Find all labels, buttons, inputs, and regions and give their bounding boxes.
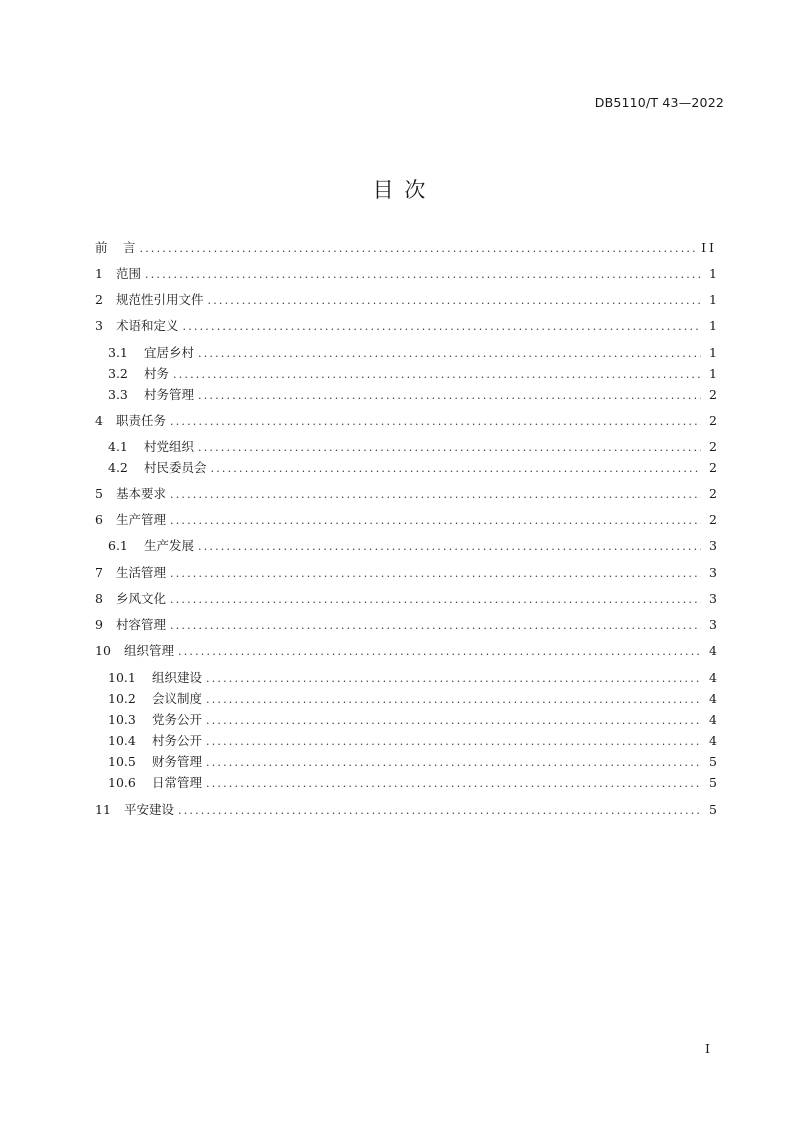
toc-leader-dots (206, 735, 701, 749)
toc-leader-dots (198, 347, 701, 361)
toc-entry-page: 4 (709, 733, 717, 748)
toc-entry-number: 10.6 (108, 775, 136, 790)
toc-entry-number: 10.4 (108, 733, 136, 748)
toc-entry-page: 2 (709, 413, 717, 428)
toc-entry-number: 3 (95, 318, 103, 333)
toc-leader-dots (170, 619, 701, 633)
toc-leader-dots (145, 268, 701, 282)
toc-entry-number: 3.2 (108, 366, 128, 381)
toc-entry[interactable] (95, 618, 717, 633)
doc-code: DB5110/T 43—2022 (594, 95, 724, 110)
toc-entry-label: 村容管理 (116, 617, 167, 632)
toc-entry-number: 4.2 (108, 460, 128, 475)
toc-entry[interactable] (108, 713, 717, 728)
page-title: 目 次 (372, 178, 428, 202)
toc-entry-page: 2 (709, 460, 717, 475)
toc-entry-page: 2 (709, 512, 717, 527)
toc-entry-label: 组织管理 (124, 643, 175, 658)
toc-entry-number: 3.1 (108, 345, 128, 360)
toc-leader-dots (178, 804, 701, 818)
toc-entry-number: 6.1 (108, 538, 128, 553)
toc-entry[interactable] (95, 513, 717, 528)
toc-entry-label: 会议制度 (152, 691, 203, 706)
toc-entry-page: 2 (709, 486, 717, 501)
toc-entry-label: 组织建设 (152, 670, 203, 685)
toc-entry-number: 10.5 (108, 754, 136, 769)
toc-entry-page: 1 (709, 345, 717, 360)
toc-entry-label: 村党组织 (144, 439, 195, 454)
toc-entry[interactable] (95, 267, 717, 282)
toc-entry-label: 平安建设 (124, 802, 175, 817)
toc-entry-page: 3 (709, 591, 717, 606)
toc-entry-page: II (701, 240, 717, 255)
toc-entry-page: 4 (709, 643, 717, 658)
toc-entry-number: 6 (95, 512, 103, 527)
toc-entry-page: 3 (709, 617, 717, 632)
toc-entry[interactable] (95, 414, 717, 429)
toc-leader-dots (173, 368, 701, 382)
toc-entry-label: 范围 (116, 266, 142, 281)
toc-entry[interactable] (95, 319, 717, 334)
toc-entry-number: 8 (95, 591, 103, 606)
toc-entry-number: 1 (95, 266, 103, 281)
toc-entry-number: 10.3 (108, 712, 136, 727)
toc-entry-label: 乡风文化 (116, 591, 167, 606)
toc-leader-dots (140, 242, 698, 256)
toc-entry-label: 职责任务 (116, 413, 167, 428)
toc-leader-dots (198, 540, 701, 554)
toc-leader-dots (178, 645, 701, 659)
toc-entry-page: 1 (709, 366, 717, 381)
toc-entry-label: 村务公开 (152, 733, 203, 748)
toc-entry-label: 党务公开 (152, 712, 203, 727)
toc-entry-page: 5 (709, 775, 717, 790)
toc-entry-page: 5 (709, 802, 717, 817)
toc-entry-number: 9 (95, 617, 103, 632)
toc-entry-label: 村民委员会 (144, 460, 207, 475)
toc-entry[interactable] (95, 566, 717, 581)
toc-entry-number: 前 (95, 240, 108, 255)
toc-entry[interactable] (95, 592, 717, 607)
toc-leader-dots (208, 294, 701, 308)
toc-entry[interactable] (95, 293, 717, 308)
toc-leader-dots (170, 567, 701, 581)
toc-entry[interactable] (108, 461, 717, 476)
toc-entry-page: 3 (709, 538, 717, 553)
toc-entry-number: 11 (95, 802, 111, 817)
toc-entry[interactable] (108, 388, 717, 403)
toc-entry-page: 1 (709, 318, 717, 333)
toc-entry-label: 生产发展 (144, 538, 195, 553)
toc-entry[interactable] (108, 776, 717, 791)
toc-entry[interactable] (108, 539, 717, 554)
toc-entry-page: 5 (709, 754, 717, 769)
toc-entry-label: 日常管理 (152, 775, 203, 790)
toc-entry-number: 4.1 (108, 439, 128, 454)
toc-entry-label: 术语和定义 (116, 318, 179, 333)
toc-entry[interactable] (108, 755, 717, 770)
toc-entry-label: 财务管理 (152, 754, 203, 769)
toc-entry[interactable] (108, 692, 717, 707)
toc-entry-number: 2 (95, 292, 103, 307)
toc-leader-dots (211, 462, 701, 476)
toc-leader-dots (206, 714, 701, 728)
toc-entry[interactable] (108, 440, 717, 455)
toc-leader-dots (206, 756, 701, 770)
toc-entry-page: 1 (709, 266, 717, 281)
toc-entry[interactable] (108, 734, 717, 749)
toc-entry-label: 规范性引用文件 (116, 292, 204, 307)
toc-entry-label: 宜居乡村 (144, 345, 195, 360)
toc-entry-number: 10.2 (108, 691, 136, 706)
toc-leader-dots (183, 320, 701, 334)
toc-entry-number: 10.1 (108, 670, 136, 685)
toc-entry-page: 4 (709, 691, 717, 706)
toc-entry-label: 村务 (144, 366, 170, 381)
toc-entry[interactable] (95, 241, 717, 256)
toc-entry-page: 2 (709, 439, 717, 454)
toc-leader-dots (170, 593, 701, 607)
toc-entry[interactable] (95, 644, 717, 659)
toc-entry-label: 生产管理 (116, 512, 167, 527)
toc-entry-page: 1 (709, 292, 717, 307)
toc-leader-dots (198, 389, 701, 403)
toc-entry-label: 基本要求 (116, 486, 167, 501)
toc-leader-dots (170, 488, 701, 502)
toc-entry-page: 3 (709, 565, 717, 580)
toc-entry-number: 4 (95, 413, 103, 428)
page-number: I (705, 1041, 710, 1056)
toc-entry-number: 7 (95, 565, 103, 580)
toc-entry[interactable] (95, 803, 717, 818)
toc-entry-label: 村务管理 (144, 387, 195, 402)
toc-leader-dots (206, 777, 701, 791)
toc-entry[interactable] (95, 487, 717, 502)
toc-leader-dots (206, 672, 701, 686)
toc-leader-dots (170, 514, 701, 528)
toc-entry-label: 言 (123, 240, 136, 255)
toc-leader-dots (206, 693, 701, 707)
toc-entry[interactable] (108, 367, 717, 382)
toc-leader-dots (170, 415, 701, 429)
toc-entry-number: 10 (95, 643, 111, 658)
toc-entry-number: 5 (95, 486, 103, 501)
toc-entry[interactable] (108, 671, 717, 686)
toc-entry-page: 4 (709, 670, 717, 685)
toc-entry[interactable] (108, 346, 717, 361)
toc-entry-page: 4 (709, 712, 717, 727)
toc-entry-page: 2 (709, 387, 717, 402)
toc-entry-number: 3.3 (108, 387, 128, 402)
toc-leader-dots (198, 441, 701, 455)
toc-entry-label: 生活管理 (116, 565, 167, 580)
